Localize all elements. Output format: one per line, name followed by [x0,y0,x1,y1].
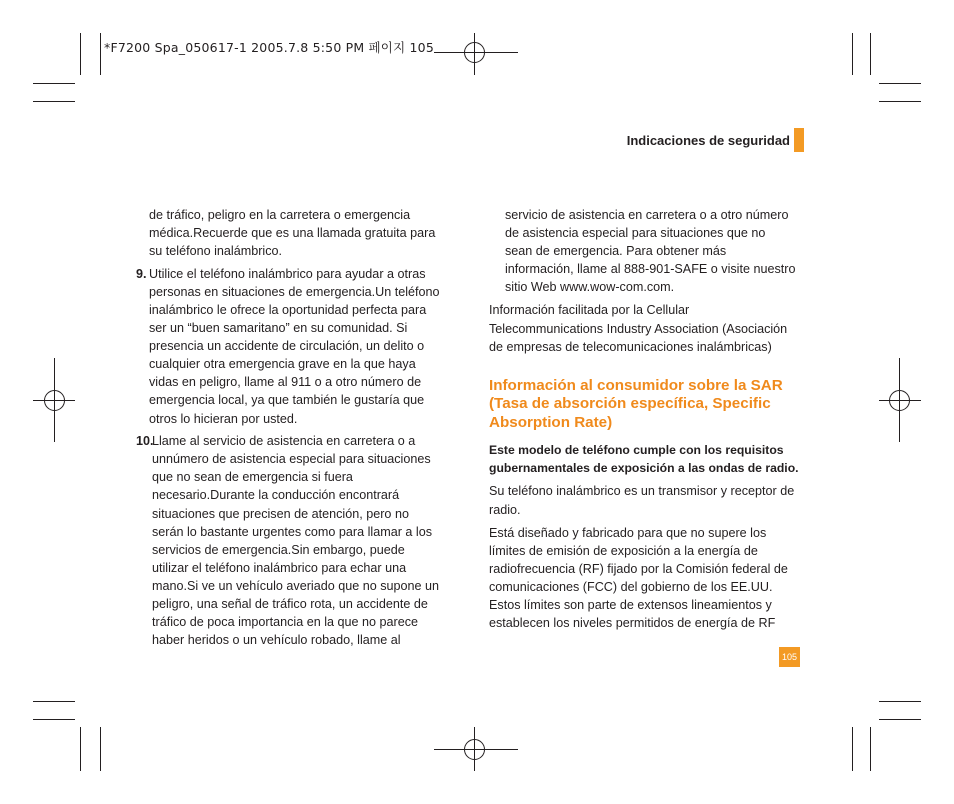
section-title: Indicaciones de seguridad [626,133,790,148]
section-tab [794,128,804,152]
compliance-statement: Este modelo de teléfono cumple con los requisitos gubernamentales de exposición a las ondas de radio. [489,443,799,476]
page-number: 105 [779,647,800,667]
list-item-10: 10. Llame al servicio de asistencia en carretera o a unnúmero de asistencia especial para situaciones que no sean de emergencia si fuera necesario.Durante la conducción encontrará situaciones que precisen de atención, pero no serán lo bastante urgentes como para llamar a los servicios de emergencia.Sin embargo, puede utilizar el teléfono inalámbrico para echar una mano.Si ve un vehículo averiado que no supone un peligro, una señal de tráfico rota, un accidente de tráfico de poca importancia en la que no parece haber heridos o un vehículo robado, llame al [136,434,440,648]
continuation-text: servicio de asistencia en carretera o a otro número de asistencia especial para situaciones que no sean de emergencia. Para obtener más información, llame al 888-901-SAFE o visite nuestro sitio Web www.wow-com.com. [505,208,796,295]
list-number: 9. [136,266,147,281]
paragraph-limits: Está diseñado y fabricado para que no supere los límites de emisión de exposición a la energía de radiofrecuencia (RF) fijado por la Comisión federal de comunicaciones (FCC) del gobierno de los EE.UU. Estos límites son parte de extensos lineamientos y establecen los niveles permitidos de energía de RF [489,525,788,631]
right-column [489,206,809,632]
sar-heading: Información al consumidor sobre la SAR (Tasa de absorción específica, Specific Absorption Rate) [489,376,783,431]
list-number: 10. [136,434,154,449]
continuation-text: de tráfico, peligro en la carretera o emergencia médica.Recuerde que es una llamada gratuita para su teléfono inalámbrico. [149,208,436,259]
paragraph-transmitter: Su teléfono inalámbrico es un transmisor y receptor de radio. [489,484,795,517]
left-column [136,206,448,649]
source-note: Información facilitada por la Cellular Telecommunications Industry Association (Asociación de empresas de telecomunicaciones inalámbricas) [489,303,788,354]
printer-slug: *F7200 Spa_050617-1 2005.7.8 5:50 PM 페이지 105 [104,40,434,55]
list-item-9: 9. Utilice el teléfono inalámbrico para ayudar a otras personas en situaciones de emergencia.Un teléfono inalámbrico le ofrece la oportunidad perfecta para ser un “buen samaritano” en su comunidad. Si presencia un accidente de circulación, un delito o cualquier otra emergencia grave en la que haya vidas en peligro, llame al 911 o a otro número de emergencia local, ya que también le gustaría que otros lo hicieran por usted. [136,266,440,426]
